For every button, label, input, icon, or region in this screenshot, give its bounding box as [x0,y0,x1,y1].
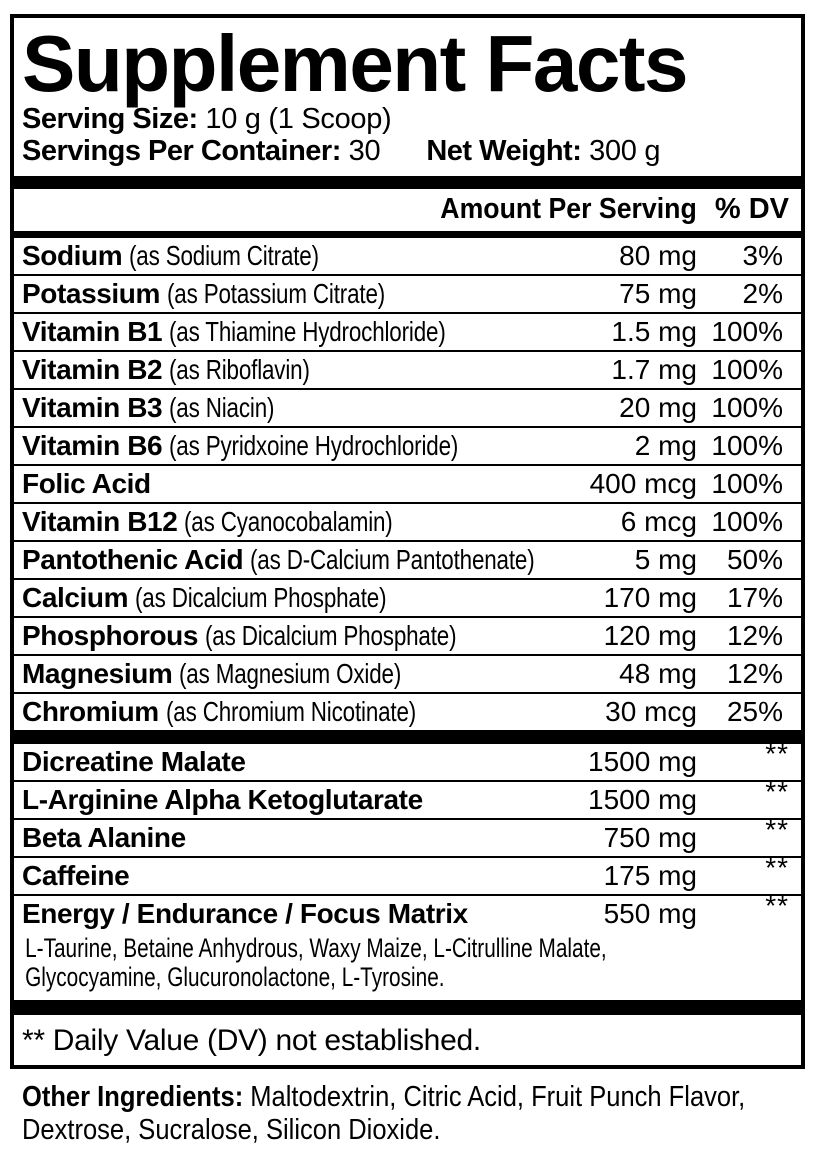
net-weight-value: 300 g [589,135,661,168]
amount-per-serving-value: 1500 mg [588,783,697,815]
ingredient-name: Vitamin B1 (as Thiamine Hydrochloride) [22,315,446,347]
daily-value-percent: ** [765,775,789,807]
daily-value-percent: 100% [711,391,783,423]
ingredient-name: Chromium (as Chromium Nicotinate) [22,695,416,727]
nutrient-row [22,276,793,312]
daily-value-percent: ** [765,889,789,921]
net-weight-group [426,135,660,167]
ingredient-name: Caffeine [22,859,130,891]
ingredient-name: Potassium (as Potassium Citrate) [22,277,386,309]
ingredient-name: Sodium (as Sodium Citrate) [22,239,320,271]
serving-size-value: 10 g (1 Scoop) [205,102,392,135]
nutrient-row [22,694,793,730]
ingredient-source: (as Chromium Nicotinate) [165,695,416,727]
nutrient-row [22,542,793,578]
daily-value-percent: 100% [711,505,783,537]
ingredient-name: Vitamin B12 (as Cyanocobalamin) [22,505,393,537]
amount-per-serving-value: 48 mg [619,657,697,689]
amount-per-serving-value: 175 mg [603,859,697,891]
amount-per-serving-value: 80 mg [619,239,697,271]
ingredient-name: Vitamin B6 (as Pyridxoine Hydrochloride) [22,429,459,461]
daily-value-percent: 100% [711,467,783,499]
servings-per-container-value: 30 [348,135,381,168]
blend-row [22,813,793,856]
nutrient-row [22,238,793,274]
daily-value-percent: ** [765,851,789,883]
section-divider-bar [14,730,801,744]
amount-per-serving-value: 120 mg [603,619,697,651]
amount-per-serving-value: 5 mg [634,543,697,575]
percent-dv-header: % DV [714,193,789,226]
daily-value-percent: 17% [726,581,783,613]
ingredient-name: Folic Acid [22,467,151,499]
amount-per-serving-value: 400 mcg [589,467,697,499]
amount-per-serving-value: 30 mcg [605,695,697,727]
ingredient-name: Beta Alanine [22,821,186,853]
daily-value-percent: 12% [726,619,783,651]
ingredient-name: Phosphorous (as Dicalcium Phosphate) [22,619,457,651]
nutrient-row [22,618,793,654]
ingredient-name: Vitamin B3 (as Niacin) [22,391,275,423]
amount-per-serving-value: 6 mcg [620,505,697,537]
nutrient-row [22,656,793,692]
other-ingredients-value: Maltodextrin, Citric Acid, Fruit Punch Flavor, Dextrose, Sucralose, Silicon Dioxide. [22,1080,746,1146]
ingredient-source: (as Riboflavin) [169,353,310,385]
nutrient-row [22,352,793,388]
supplement-facts-panel [10,14,805,1069]
header-divider-bar [14,231,801,238]
nutrients-table [22,238,793,730]
nutrient-row [22,580,793,616]
daily-value-percent: ** [765,737,789,769]
ingredient-source: (as Pyridxoine Hydrochloride) [169,429,459,461]
amount-per-serving-value: 170 mg [603,581,697,613]
ingredient-name: L-Arginine Alpha Ketoglutarate [22,783,423,815]
amount-per-serving-value: 550 mg [603,897,697,929]
daily-value-footnote: ** Daily Value (DV) not established. [22,1023,481,1057]
other-ingredients [22,1081,796,1147]
ingredient-source: (as Dicalcium Phosphate) [135,581,387,613]
servings-per-container-group [22,135,380,167]
amount-per-serving-value: 1.7 mg [611,353,697,385]
servings-per-container-label: Servings Per Container: [22,135,341,168]
ingredient-source: (as Potassium Citrate) [167,277,386,309]
ingredient-name: Vitamin B2 (as Riboflavin) [22,353,310,385]
blend-row [22,737,793,780]
ingredient-source: (as Thiamine Hydrochloride) [169,315,446,347]
ingredient-name: Calcium (as Dicalcium Phosphate) [22,581,387,613]
ingredient-name: Energy / Endurance / Focus Matrix [22,897,468,929]
table-header-row [22,189,793,231]
nutrient-row [22,390,793,426]
daily-value-percent: 100% [711,429,783,461]
daily-value-percent: ** [765,813,789,845]
daily-value-percent: 3% [742,239,783,271]
daily-value-percent: 2% [742,277,783,309]
matrix-components: L-Taurine, Betaine Anhydrous, Waxy Maize, L-Citrulline Malate, Glycocyamine, Glucuronolactone, L-Tyrosine. [25,932,607,992]
amount-per-serving-value: 1.5 mg [611,315,697,347]
daily-value-percent: 100% [711,353,783,385]
daily-value-percent: 100% [711,315,783,347]
section-divider-bar [14,1000,801,1015]
ingredient-source: (as Niacin) [169,391,275,423]
net-weight-label: Net Weight: [426,135,582,168]
serving-size-label: Serving Size: [22,102,198,135]
amount-per-serving-value: 750 mg [603,821,697,853]
ingredient-source: (as Cyanocobalamin) [184,505,393,537]
daily-value-percent: 12% [726,657,783,689]
amount-per-serving-value: 2 mg [634,429,697,461]
panel-title: Supplement Facts [22,19,688,108]
nutrient-row [22,314,793,350]
ingredient-source: (as Sodium Citrate) [129,239,320,271]
nutrient-row [22,466,793,502]
section-divider-bar [14,176,801,189]
blend-row [22,851,793,894]
blend-row [22,775,793,818]
daily-value-percent: 25% [726,695,783,727]
daily-value-percent: 50% [726,543,783,575]
ingredient-source: (as Dicalcium Phosphate) [205,619,457,651]
amount-per-serving-header: Amount Per Serving [440,193,697,226]
nutrient-row [22,428,793,464]
nutrient-row [22,504,793,540]
blend-row [22,889,793,932]
amount-per-serving-value: 75 mg [619,277,697,309]
ingredient-source: (as Magnesium Oxide) [179,657,402,689]
amount-per-serving-value: 1500 mg [588,745,697,777]
blend-table [22,737,793,1000]
ingredient-name: Dicreatine Malate [22,745,246,777]
ingredient-name: Pantothenic Acid (as D-Calcium Pantothenate) [22,543,535,575]
ingredient-source: (as D-Calcium Pantothenate) [250,543,535,575]
amount-per-serving-value: 20 mg [619,391,697,423]
ingredient-name: Magnesium (as Magnesium Oxide) [22,657,402,689]
other-ingredients-label: Other Ingredients: [22,1080,244,1113]
servings-net-weight-line [22,135,793,167]
